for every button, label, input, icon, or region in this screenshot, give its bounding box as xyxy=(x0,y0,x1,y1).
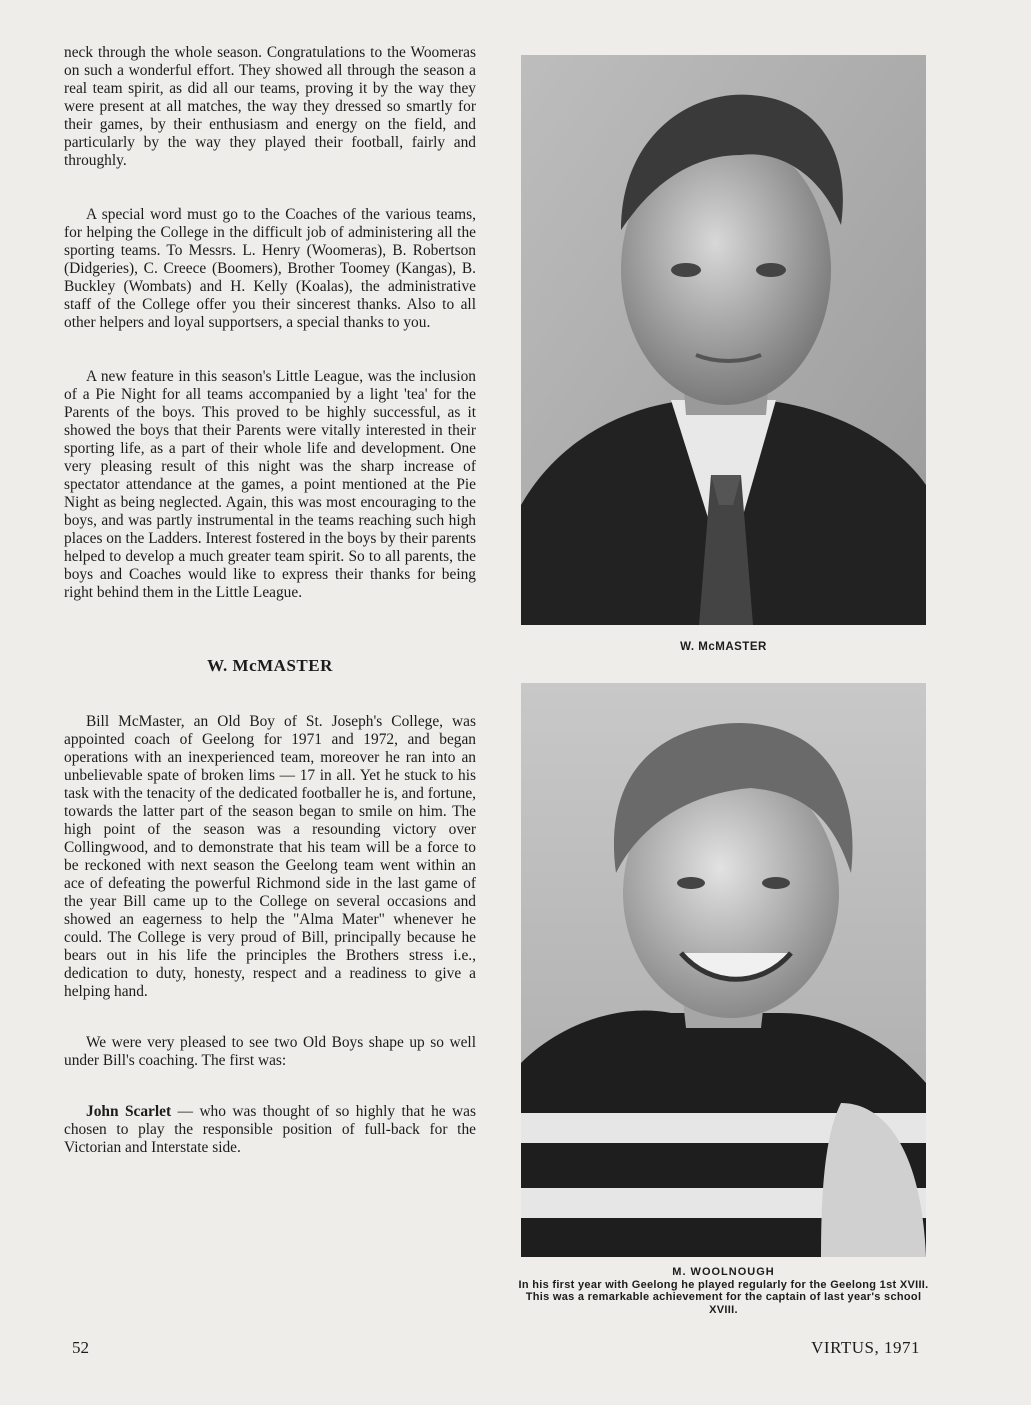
paragraph-john-scarlet xyxy=(64,1103,476,1157)
paragraph-pie-night: A new feature in this season's Little League, was the inclusion of a Pie Night for all teams accompanied by a light 'tea' for the Parents of the boys. This proved to be highly successful, as it showed the boys that their Parents were vitally interested in their sporting life, as a part of their whole life and development. One very pleasing result of this night was the sharp increase of spectator attendance at the games, a point mentioned at the Pie Night as being neglected. Again, this was most encouraging to the boys, and was partly instrumental in the teams reaching such high places on the Ladders. Interest fostered in the boys by their parents helped to develop a much greater team spirit. So to all parents, the boys and Coaches would like to express their thanks for being right behind them in the Little League. xyxy=(64,368,476,601)
paragraph-woomeras: neck through the whole season. Congratulations to the Woomeras on such a wonderful effort. They showed all through the season a real team spirit, as did all our teams, proving it by the way they were present at all matches, the way they dressed so smartly for their games, by their enthusiasm and energy on the field, and particularly by the way they played their football, fairly and throughly. xyxy=(64,44,476,169)
photo-caption-woolnough xyxy=(516,1266,931,1316)
paragraph-mcmaster: Bill McMaster, an Old Boy of St. Joseph's College, was appointed coach of Geelong for 1971 and 1972, and began operations with an inexperienced team, moreover he ran into an unbelievable spate of broken lims — 17 in all. Yet he stuck to his task with the tenacity of the dedicated footballer he is, and fortune, towards the latter part of the season began to smile on him. The high point of the season was a resounding victory over Collingwood, and to demonstrate that his team will be a force to be reckoned with next season the Geelong team went within an ace of defeating the powerful Richmond side in the last game of the year Bill came up to the College on several occasions and showed an eagerness to help the "Alma Mater" whenever he could. The College is very proud of Bill, principally because he bears out in his life the principles the Brothers stress i.e., dedication to duty, honesty, respect and a readiness to give a helping hand. xyxy=(64,713,476,1000)
page-number: 52 xyxy=(72,1338,89,1357)
caption-woolnough-body: In his first year with Geelong he played regularly for the Geelong 1st XVIII. This was a remarkable achievement for the captain of last year's school XVIII. xyxy=(518,1278,929,1316)
left-text-column xyxy=(64,44,476,1157)
player-name: John Scarlet xyxy=(86,1103,172,1120)
journal-title: VIRTUS, 1971 xyxy=(811,1338,920,1357)
section-heading: W. McMASTER xyxy=(207,656,333,675)
player-description: — who was thought of so highly that he was chosen to play the responsible position of full-back for the Victorian and Interstate side. xyxy=(64,1103,476,1156)
paragraph-old-boys: We were very pleased to see two Old Boys shape up so well under Bill's coaching. The first was: xyxy=(64,1034,476,1069)
portrait-photo-mcmaster xyxy=(521,55,926,625)
caption-woolnough-name: M. WOOLNOUGH xyxy=(672,1266,775,1278)
paragraph-coaches: A special word must go to the Coaches of the various teams, for helping the College in the difficult job of administering all the sporting teams. To Messrs. L. Henry (Woomeras), B. Robertson (Didgeries), C. Creece (Boomers), Brother Toomey (Kangas), B. Buckley (Wombats) and H. Kelly (Koalas), the administrative staff of the College offer you their sincerest thanks. Also to all other helpers and loyal supportsers, a special thanks to you. xyxy=(64,206,476,331)
portrait-photo-woolnough xyxy=(521,683,926,1257)
photo-caption-mcmaster: W. McMASTER xyxy=(680,641,767,653)
portrait-mcmaster-image xyxy=(521,55,926,625)
portrait-woolnough-image xyxy=(521,683,926,1257)
